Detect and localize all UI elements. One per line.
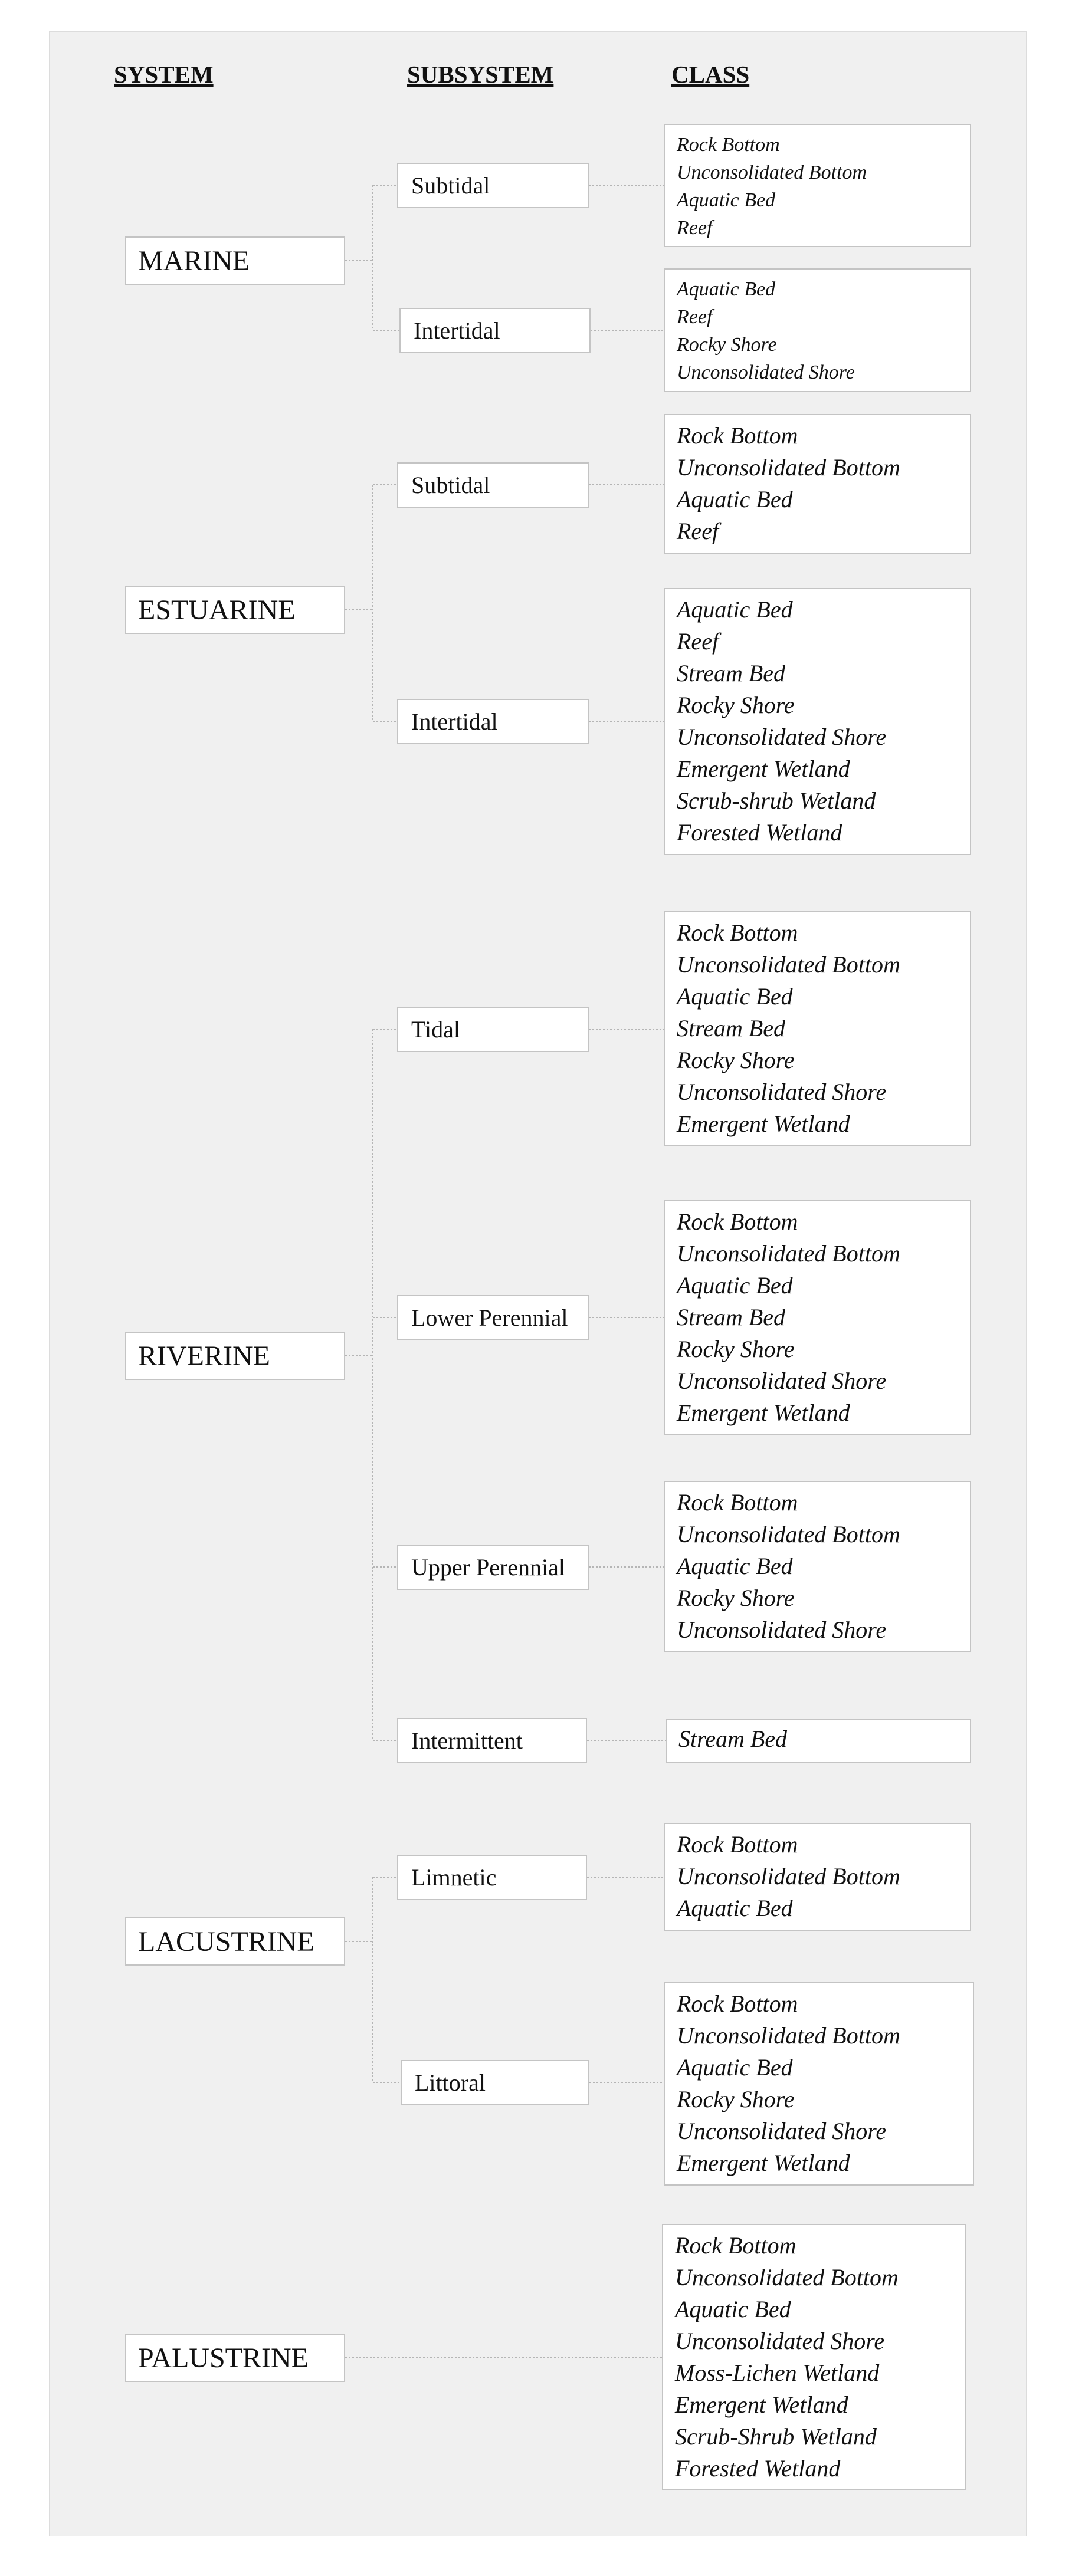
class-item: Unconsolidated Shore	[677, 1616, 887, 1643]
subsystem-label: Limnetic	[411, 1864, 497, 1891]
subsystem-label: Subtidal	[411, 472, 490, 498]
class-item: Rocky Shore	[677, 334, 777, 356]
class-item: Aquatic Bed	[677, 278, 776, 300]
class-item: Rocky Shore	[677, 692, 795, 718]
class-item: Aquatic Bed	[675, 2296, 791, 2322]
subsystem-label: Intertidal	[414, 317, 500, 344]
class-item: Scrub-Shrub Wetland	[675, 2423, 877, 2450]
class-list-marine-subtidal	[664, 124, 971, 247]
header-class: CLASS	[671, 61, 750, 88]
class-item: Emergent Wetland	[677, 1399, 850, 1426]
class-item: Rock Bottom	[677, 919, 798, 946]
subsystem-lacustrine-limnetic	[397, 1855, 587, 1900]
system-label: MARINE	[138, 245, 250, 277]
class-item: Unconsolidated Bottom	[677, 2022, 900, 2049]
system-label: ESTUARINE	[138, 594, 296, 626]
class-item: Unconsolidated Shore	[677, 1368, 887, 1394]
class-item: Rock Bottom	[675, 2232, 796, 2259]
class-item: Reef	[677, 518, 719, 544]
system-palustrine	[125, 2334, 345, 2382]
class-item: Rock Bottom	[677, 1208, 798, 1235]
class-item: Emergent Wetland	[677, 755, 850, 782]
class-list-estuarine-intertidal	[664, 588, 971, 855]
class-list-lacustrine-littoral	[664, 1982, 974, 2186]
class-list-riverine-intermittent	[666, 1719, 971, 1763]
class-item: Rocky Shore	[677, 1047, 795, 1073]
subsystem-marine-intertidal	[399, 308, 591, 353]
subsystem-riverine-lower-perennial	[397, 1295, 589, 1340]
class-item: Aquatic Bed	[677, 983, 793, 1010]
class-item: Aquatic Bed	[677, 189, 776, 211]
subsystem-estuarine-subtidal	[397, 462, 589, 508]
class-item: Aquatic Bed	[677, 1895, 793, 1921]
class-item: Moss-Lichen Wetland	[675, 2360, 880, 2386]
class-item: Emergent Wetland	[675, 2391, 848, 2418]
class-item: Unconsolidated Bottom	[677, 1521, 900, 1547]
class-list-riverine-upper-perennial	[664, 1481, 971, 1652]
class-item: Aquatic Bed	[677, 1553, 793, 1579]
subsystem-estuarine-intertidal	[397, 699, 589, 744]
header-system: SYSTEM	[114, 61, 214, 88]
class-item: Forested Wetland	[675, 2455, 841, 2482]
class-item: Reef	[677, 628, 719, 655]
class-item: Unconsolidated Bottom	[677, 1863, 900, 1890]
subsystem-label: Tidal	[411, 1016, 461, 1043]
class-item: Reef	[677, 306, 713, 328]
class-item: Rock Bottom	[677, 134, 780, 156]
class-list-estuarine-subtidal	[664, 414, 971, 554]
class-list-riverine-lower-perennial	[664, 1200, 971, 1435]
class-item: Reef	[677, 217, 713, 239]
class-list-marine-intertidal	[664, 268, 971, 392]
subsystem-label: Upper Perennial	[411, 1554, 566, 1581]
class-list-lacustrine-limnetic	[664, 1823, 971, 1931]
class-item: Unconsolidated Bottom	[677, 1240, 900, 1267]
class-list-riverine-tidal	[664, 911, 971, 1146]
class-item: Aquatic Bed	[677, 486, 793, 512]
subsystem-label: Intertidal	[411, 708, 498, 735]
subsystem-label: Lower Perennial	[411, 1305, 568, 1331]
class-item: Emergent Wetland	[677, 1110, 850, 1137]
class-item: Stream Bed	[678, 1726, 788, 1752]
class-item: Rocky Shore	[677, 2086, 795, 2112]
class-item: Aquatic Bed	[677, 1272, 793, 1299]
system-label: PALUSTRINE	[138, 2342, 309, 2374]
subsystem-lacustrine-littoral	[401, 2060, 589, 2105]
subsystem-riverine-tidal	[397, 1007, 589, 1052]
system-label: RIVERINE	[138, 1340, 270, 1372]
header-subsystem: SUBSYSTEM	[407, 61, 554, 88]
subsystem-marine-subtidal	[397, 163, 589, 208]
class-item: Unconsolidated Shore	[675, 2328, 885, 2354]
class-item: Rock Bottom	[677, 1489, 798, 1516]
class-item: Unconsolidated Bottom	[677, 951, 900, 978]
class-item: Stream Bed	[677, 1015, 786, 1041]
subsystem-label: Littoral	[415, 2069, 486, 2096]
system-marine	[125, 236, 345, 285]
class-item: Forested Wetland	[677, 819, 842, 846]
class-item: Unconsolidated Shore	[677, 1079, 887, 1105]
class-item: Stream Bed	[677, 660, 786, 686]
class-item: Unconsolidated Shore	[677, 724, 887, 750]
system-riverine	[125, 1332, 345, 1380]
class-item: Aquatic Bed	[677, 596, 793, 623]
subsystem-riverine-upper-perennial	[397, 1545, 589, 1590]
class-item: Stream Bed	[677, 1304, 786, 1330]
class-item: Rocky Shore	[677, 1585, 795, 1611]
class-item: Rock Bottom	[677, 1831, 798, 1858]
class-item: Rock Bottom	[677, 422, 798, 449]
class-item: Unconsolidated Shore	[677, 362, 855, 383]
subsystem-riverine-intermittent	[397, 1718, 587, 1763]
system-estuarine	[125, 586, 345, 634]
class-item: Rock Bottom	[677, 1990, 798, 2017]
class-item: Rocky Shore	[677, 1336, 795, 1362]
system-lacustrine	[125, 1917, 345, 1966]
class-item: Unconsolidated Bottom	[675, 2264, 899, 2291]
class-item: Emergent Wetland	[677, 2150, 850, 2176]
class-item: Unconsolidated Bottom	[677, 162, 867, 183]
class-item: Unconsolidated Bottom	[677, 454, 900, 481]
class-item: Aquatic Bed	[677, 2054, 793, 2081]
subsystem-label: Intermittent	[411, 1727, 523, 1754]
system-label: LACUSTRINE	[138, 1926, 314, 1957]
subsystem-label: Subtidal	[411, 172, 490, 199]
class-item: Scrub-shrub Wetland	[677, 787, 876, 814]
class-item: Unconsolidated Shore	[677, 2118, 887, 2144]
class-list-palustrine	[662, 2224, 966, 2490]
